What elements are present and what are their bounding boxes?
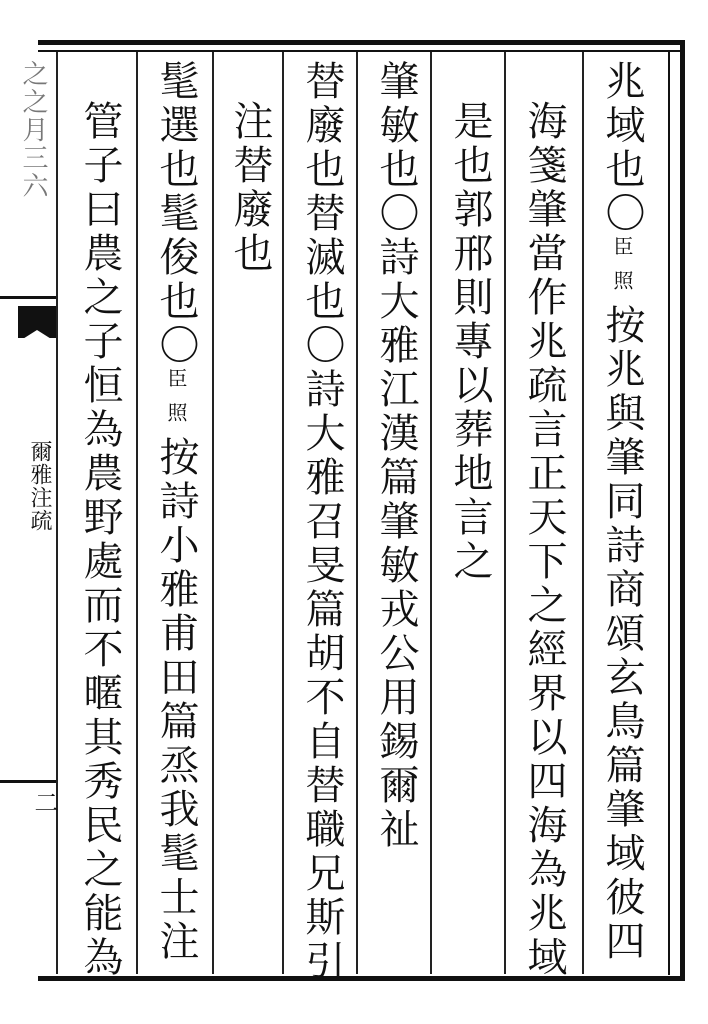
column-rule [504,52,506,974]
top-border-thick [38,40,684,45]
text-column-2 [522,100,566,980]
margin-divider-lower [0,780,56,783]
text-column-5 [300,60,344,984]
column-rest-text: 按詩小雅甫田篇烝我髦士注 [153,436,199,964]
column-main-text: 髦選也髦俊也〇 [153,60,199,368]
column-main-text: 替廢也替滅也〇詩大雅召旻篇胡不自替職兄斯引 [299,60,345,984]
text-column-6 [228,100,272,276]
text-column-1 [600,60,644,964]
column-main-text: 海箋肇當作兆疏言正天下之經界以四海為兆域 [521,100,567,980]
column-rule [582,52,584,974]
column-main-text: 肇敏也〇詩大雅江漢篇肇敏戎公用錫爾祉 [373,60,419,852]
text-column-4 [374,60,418,852]
right-border-thick [680,40,685,981]
top-border-thin [38,50,684,52]
margin-divider-upper [0,296,56,299]
column-main-text: 是也郭邢則專以葬地言之 [447,100,493,584]
column-main-text: 注替廢也 [227,100,273,276]
margin-edge-rule [56,52,58,974]
column-main-text: 管子曰農之子恒為農野處而不暱其秀民之能為 [77,100,123,980]
column-rest-text: 按兆與肇同詩商頌玄鳥篇肇域彼四 [599,304,645,964]
text-column-8 [78,100,122,980]
right-border-thin [668,50,670,975]
margin-book-title: 爾雅注疏 [27,440,52,532]
column-rule [282,52,284,974]
column-rule [136,52,138,974]
text-column-3 [448,100,492,584]
column-rule [356,52,358,974]
text-column-7 [154,60,198,964]
bottom-border [38,976,684,981]
column-rule [212,52,214,974]
column-small-note: 臣照 [610,236,634,304]
fish-tail-notch [18,330,56,342]
column-small-note: 臣照 [164,368,188,436]
column-rule [430,52,432,974]
column-main-text: 兆域也〇 [599,60,645,236]
margin-page-number: 二 [30,790,58,814]
margin-top-fragment: 之之月三六 [18,60,48,200]
